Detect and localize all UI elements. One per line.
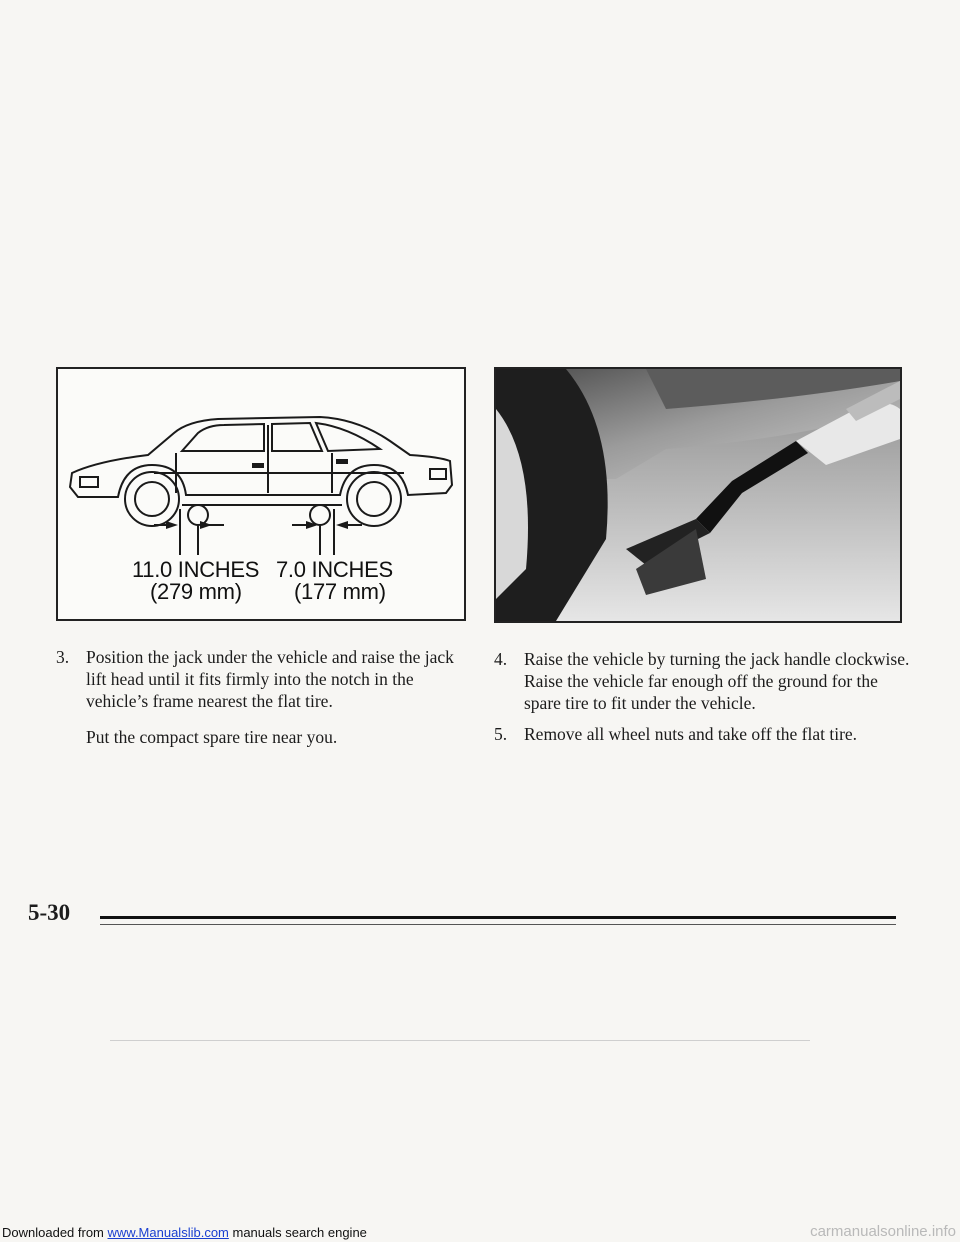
step-text: Remove all wheel nuts and take off the flat tire. bbox=[524, 724, 858, 744]
step-text: Raise the vehicle by turning the jack handle clockwise. Raise the vehicle far enough off the ground for the spare tire to fit under the vehicle. bbox=[524, 649, 910, 713]
jacking-points-figure bbox=[56, 367, 466, 621]
step-3 bbox=[56, 646, 476, 712]
watermark-left: Downloaded from www.Manualslib.com manuals search engine bbox=[2, 1225, 367, 1240]
scan-artifact-line bbox=[110, 1040, 810, 1041]
step-5 bbox=[494, 723, 914, 745]
left-text-column bbox=[56, 646, 476, 748]
rear-jack-point-label: 7.0 INCHES bbox=[276, 557, 393, 582]
manualslib-link[interactable]: www.Manualslib.com bbox=[107, 1225, 229, 1240]
step-number: 5. bbox=[494, 724, 508, 744]
page-number: 5-30 bbox=[28, 900, 71, 925]
jack-photo-illustration bbox=[496, 369, 900, 621]
jack-operation-photo bbox=[494, 367, 902, 623]
watermark-right: carmanualsonline.info bbox=[810, 1223, 956, 1240]
rear-jack-point-metric: (177 mm) bbox=[294, 579, 386, 604]
step-4 bbox=[494, 648, 914, 714]
car-side-view-illustration bbox=[58, 369, 464, 619]
step-number: 4. bbox=[494, 649, 508, 669]
step-text: Position the jack under the vehicle and raise the jack lift head until it fits firmly into the notch in the vehicle’s frame nearest the flat tire. bbox=[86, 647, 454, 711]
download-watermark bbox=[0, 1222, 960, 1242]
footer-rule-thin bbox=[100, 924, 896, 925]
step-number: 3. bbox=[56, 647, 70, 667]
front-jack-point-metric: (279 mm) bbox=[150, 579, 242, 604]
right-text-column bbox=[494, 648, 914, 754]
spare-tire-note: Put the compact spare tire near you. bbox=[86, 727, 338, 747]
front-jack-point-label: 11.0 INCHES bbox=[132, 557, 260, 582]
footer-rule bbox=[100, 916, 896, 919]
